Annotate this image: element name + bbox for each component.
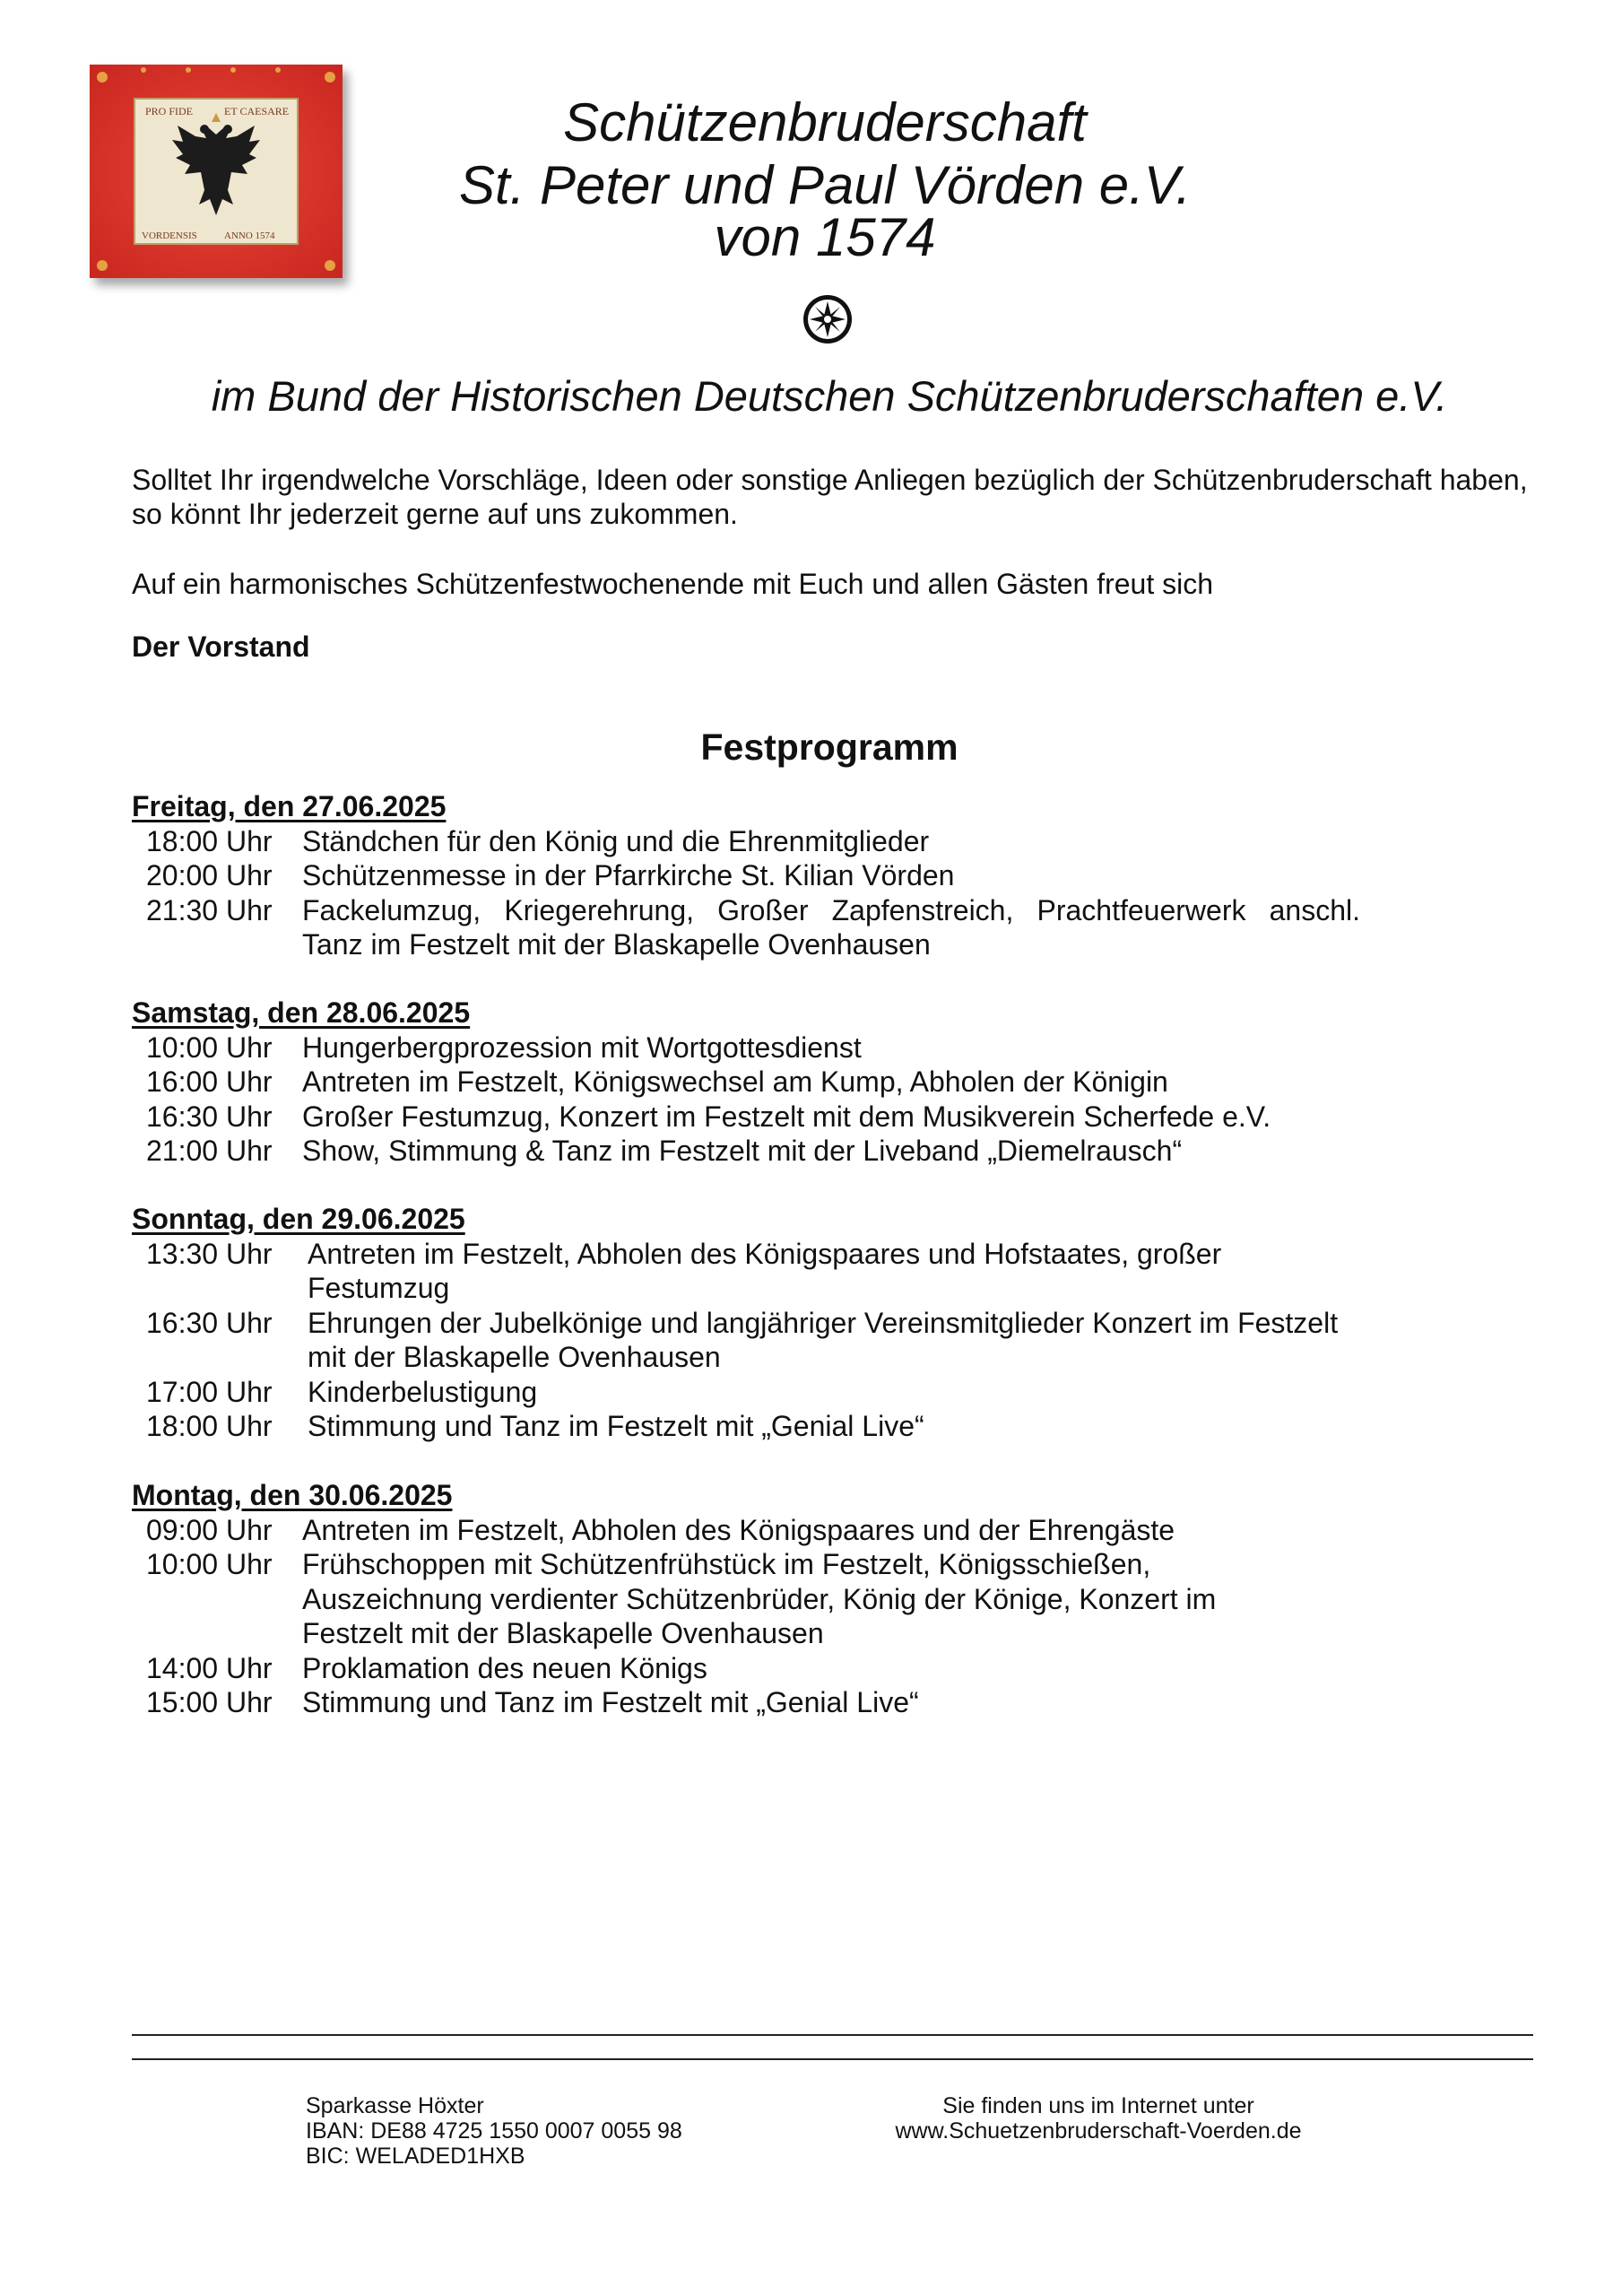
banner-text-top-left: PRO FIDE	[145, 105, 194, 117]
event-description-line: Ehrungen der Jubelkönige und langjähriger Vereinsmitglieder Konzert im Festzelt	[308, 1306, 1339, 1339]
event-description	[302, 824, 1495, 859]
web-label: Sie finden uns im Internet unter	[942, 2093, 1254, 2118]
event-description-line: mit der Blaskapelle Ovenhausen	[308, 1341, 721, 1373]
event-description-line: Proklamation des neuen Königs	[302, 1651, 707, 1684]
bank-bic: BIC: WELADED1HXB	[306, 2144, 525, 2169]
bruderschaft-emblem-icon	[801, 292, 854, 346]
founding-year: von 1574	[714, 207, 936, 267]
bank-name: Sparkasse Höxter	[306, 2093, 484, 2118]
banner-text-bottom-left: VORDENSIS	[142, 230, 197, 241]
event-description	[302, 1513, 1495, 1548]
event-description-line: Schützenmesse in der Pfarrkirche St. Kilian Vörden	[302, 859, 955, 891]
club-name-line2: St. Peter und Paul Vörden e.V.	[458, 155, 1192, 215]
event-description-line: Großer Festumzug, Konzert im Festzelt mit dem Musikverein Scherfede e.V.	[302, 1100, 1271, 1133]
day-heading: Sonntag, den 29.06.2025	[132, 1203, 465, 1235]
program-title: Festprogramm	[700, 726, 958, 768]
day-block-saturday	[132, 996, 1495, 1169]
event-description-line: Fackelumzug, Kriegerehrung, Großer Zapfenstreich, Prachtfeuerwerk anschl.	[302, 893, 1360, 926]
event-description-line: Frühschoppen mit Schützenfrühstück im Festzelt, Königsschießen,	[302, 1548, 1151, 1580]
event-row	[132, 824, 1495, 859]
event-description-line: Antreten im Festzelt, Abholen des Königspaares und der Ehrengäste	[302, 1513, 1175, 1546]
event-description-line: Ständchen für den König und die Ehrenmitglieder	[302, 824, 930, 857]
event-row	[132, 1685, 1495, 1720]
event-row	[132, 1065, 1495, 1100]
event-row	[132, 1237, 1495, 1306]
event-description-line: Stimmung und Tanz im Festzelt mit „Genial Live“	[308, 1410, 924, 1442]
event-row	[132, 1651, 1495, 1686]
day-heading: Samstag, den 28.06.2025	[132, 996, 471, 1029]
banner-text-top-right: ET CAESARE	[224, 105, 290, 117]
event-row	[132, 1409, 1495, 1444]
event-time: 13:30 Uhr	[146, 1237, 273, 1270]
day-block-sunday	[132, 1202, 1495, 1444]
event-time: 21:30 Uhr	[146, 893, 273, 926]
day-heading: Montag, den 30.06.2025	[132, 1479, 453, 1511]
event-row	[132, 1547, 1495, 1651]
event-time: 16:30 Uhr	[146, 1100, 273, 1133]
day-block-friday	[132, 789, 1495, 962]
event-description-line: Auszeichnung verdienter Schützenbrüder, König der Könige, Konzert im	[302, 1582, 1217, 1615]
event-time: 18:00 Uhr	[146, 1410, 273, 1442]
website-link[interactable]: www.Schuetzenbruderschaft-Voerden.de	[895, 2118, 1302, 2144]
event-row	[132, 893, 1495, 962]
event-time: 17:00 Uhr	[146, 1375, 273, 1408]
event-description	[302, 1065, 1495, 1100]
event-description-line: Show, Stimmung & Tanz im Festzelt mit der Liveband „Diemelrausch“	[302, 1135, 1183, 1167]
event-description	[308, 1409, 1495, 1444]
event-description	[302, 1031, 1495, 1065]
event-description	[302, 893, 1360, 962]
federation-subtitle: im Bund der Historischen Deutschen Schützenbruderschaften e.V.	[211, 372, 1448, 420]
event-description-line: Stimmung und Tanz im Festzelt mit „Genial Live“	[302, 1686, 919, 1718]
event-row	[132, 1375, 1495, 1410]
event-time: 14:00 Uhr	[146, 1651, 273, 1684]
event-time: 20:00 Uhr	[146, 859, 273, 891]
event-description	[302, 1100, 1495, 1135]
event-time: 16:30 Uhr	[146, 1306, 273, 1339]
event-row	[132, 1100, 1495, 1135]
event-description-line: Festzelt mit der Blaskapelle Ovenhausen	[302, 1617, 824, 1649]
intro-paragraph-greeting: Auf ein harmonisches Schützenfestwochenende mit Euch und allen Gästen freut sich	[132, 568, 1214, 600]
event-time: 10:00 Uhr	[146, 1548, 273, 1580]
banner-image	[90, 65, 343, 278]
event-time: 10:00 Uhr	[146, 1031, 273, 1064]
event-description-line: Hungerbergprozession mit Wortgottesdienst	[302, 1031, 862, 1064]
event-description	[302, 1134, 1495, 1169]
event-time: 16:00 Uhr	[146, 1065, 273, 1098]
event-description	[302, 1651, 1495, 1686]
event-description	[308, 1306, 1495, 1375]
footer-web-info	[861, 2093, 1336, 2144]
event-description	[302, 1685, 1495, 1720]
event-row	[132, 1134, 1495, 1169]
footer-divider-bottom	[132, 2058, 1533, 2060]
event-time: 21:00 Uhr	[146, 1135, 273, 1167]
event-time: 18:00 Uhr	[146, 824, 273, 857]
event-time: 09:00 Uhr	[146, 1513, 273, 1546]
footer-bank-details	[306, 2093, 682, 2169]
signature: Der Vorstand	[132, 631, 310, 663]
event-description	[302, 858, 1495, 893]
day-block-monday	[132, 1478, 1495, 1720]
event-description-line: Antreten im Festzelt, Abholen des Königspaares und Hofstaates, großer	[308, 1237, 1222, 1270]
intro-paragraph-suggestions: Solltet Ihr irgendwelche Vorschläge, Ideen oder sonstige Anliegen bezüglich der Schützenbruderschaft haben, so könnt Ihr jederzeit gerne auf uns zukommen.	[132, 464, 1528, 530]
event-description	[308, 1375, 1495, 1410]
event-row	[132, 1031, 1495, 1065]
event-description-line: Festumzug	[308, 1272, 450, 1304]
event-row	[132, 858, 1495, 893]
club-name: Schützenbruderschaft	[563, 92, 1087, 152]
event-description-line: Kinderbelustigung	[308, 1375, 538, 1408]
event-row	[132, 1513, 1495, 1548]
event-description-line: Tanz im Festzelt mit der Blaskapelle Ovenhausen	[302, 928, 931, 961]
event-time: 15:00 Uhr	[146, 1686, 273, 1718]
day-heading: Freitag, den 27.06.2025	[132, 790, 447, 822]
event-description	[302, 1547, 1495, 1651]
event-description-line: Antreten im Festzelt, Königswechsel am Kump, Abholen der Königin	[302, 1065, 1168, 1098]
footer-divider-top	[132, 2034, 1533, 2036]
event-description	[308, 1237, 1495, 1306]
banner-flag-graphic	[90, 65, 343, 278]
event-row	[132, 1306, 1495, 1375]
bank-iban: IBAN: DE88 4725 1550 0007 0055 98	[306, 2118, 682, 2144]
banner-text-bottom-right: ANNO 1574	[224, 230, 275, 241]
